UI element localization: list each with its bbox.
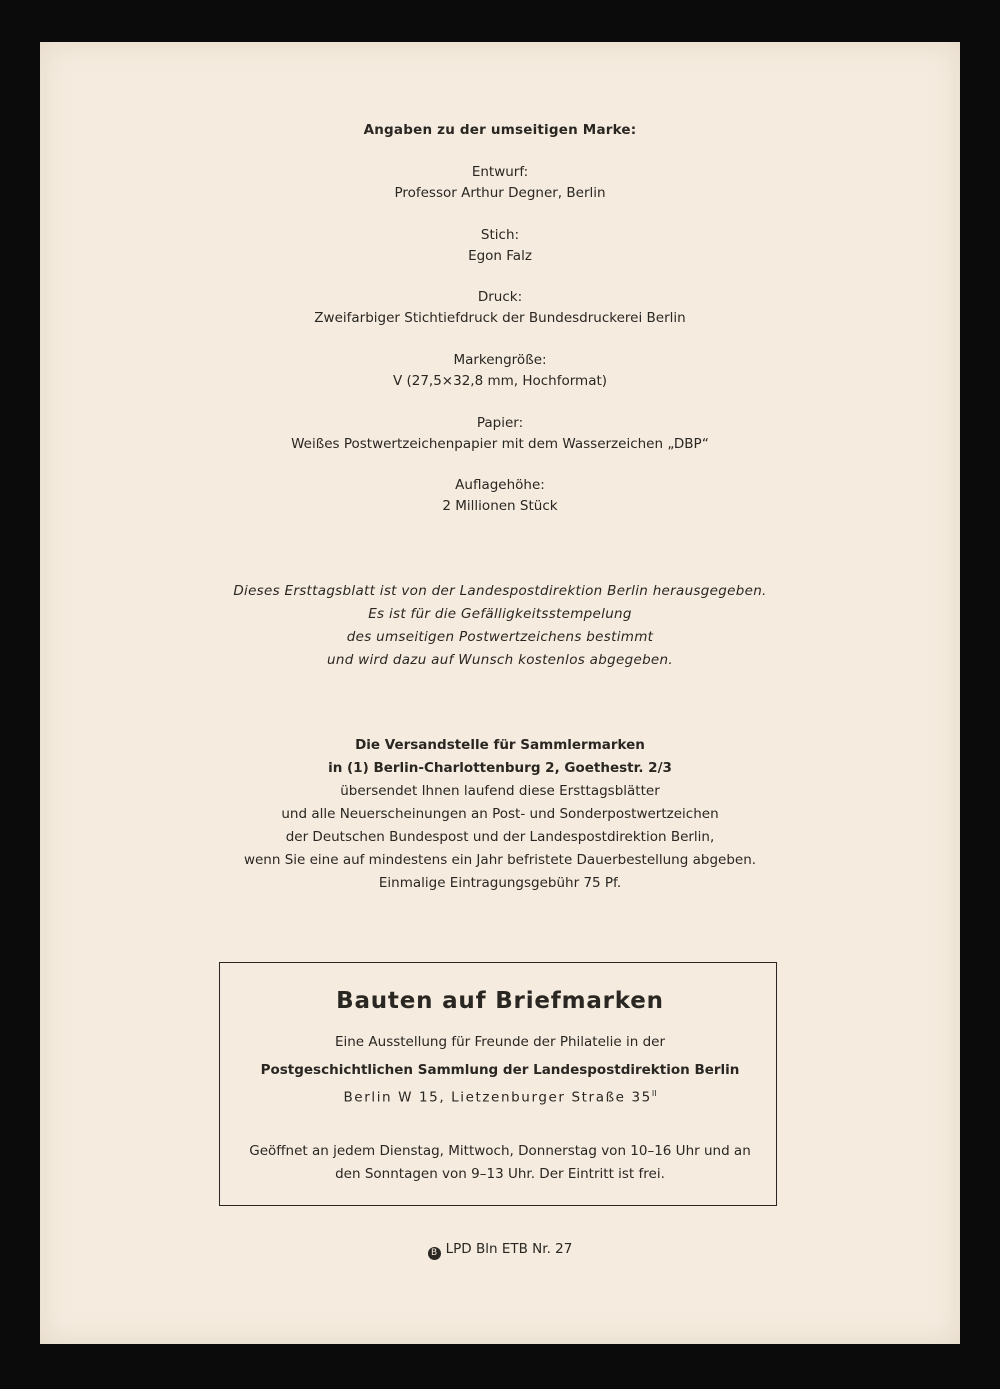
detail-value-entwurf: Professor Arthur Degner, Berlin [394, 185, 606, 201]
detail-label-markengroesse: Markengröße: [453, 352, 547, 368]
detail-label-stich: Stich: [480, 227, 520, 243]
detail-value-papier: Weißes Postwertzeichenpapier mit dem Wasserzeichen „DBP“ [291, 436, 709, 452]
exhibition-hours-line: Geöffnet an jedem Dienstag, Mittwoch, Donnerstag von 10–16 Uhr und an [249, 1143, 751, 1159]
detail-label-auflagehoehe: Auflagehöhe: [455, 477, 545, 493]
notice-line: des umseitigen Postwertzeichens bestimmt [346, 629, 654, 645]
versand-line: wenn Sie eine auf mindestens ein Jahr befristete Dauerbestellung abgeben. [243, 852, 757, 868]
versand-address: in (1) Berlin-Charlottenburg 2, Goethestr. 2/3 [328, 760, 672, 776]
detail-label-druck: Druck: [477, 289, 523, 305]
notice-line: Es ist für die Gefälligkeitsstempelung [368, 606, 632, 622]
detail-value-stich: Egon Falz [468, 248, 532, 264]
versand-line: übersendet Ihnen laufend diese Ersttagsblätter [340, 783, 660, 799]
exhibition-subtitle: Eine Ausstellung für Freunde der Philatelie in der [334, 1034, 666, 1050]
post-emblem-icon: B [428, 1247, 441, 1260]
detail-label-papier: Papier: [476, 415, 524, 431]
versand-fee: Einmalige Eintragungsgebühr 75 Pf. [378, 875, 622, 891]
notice-line: Dieses Ersttagsblatt ist von der Landespostdirektion Berlin herausgegeben. [233, 583, 767, 599]
exhibition-title: Bauten auf Briefmarken [336, 988, 664, 1014]
exhibition-institution: Postgeschichtlichen Sammlung der Landespostdirektion Berlin [260, 1062, 740, 1078]
detail-value-auflagehoehe: 2 Millionen Stück [442, 498, 558, 514]
header-title: Angaben zu der umseitigen Marke: [363, 122, 637, 138]
detail-label-entwurf: Entwurf: [471, 164, 529, 180]
exhibition-address: Berlin W 15, Lietzenburger Straße 35 [343, 1089, 652, 1106]
versand-heading: Die Versandstelle für Sammlermarken [355, 737, 645, 753]
versand-line: der Deutschen Bundespost und der Landespostdirektion Berlin, [285, 829, 715, 845]
footer-reference-text: LPD Bln ETB Nr. 27 [445, 1241, 573, 1257]
exhibition-address-line [0, 1089, 1000, 1106]
footer-reference [0, 1241, 1000, 1260]
exhibition-hours-line: den Sonntagen von 9–13 Uhr. Der Eintritt ist frei. [335, 1166, 665, 1182]
exhibition-address-floor: II [651, 1089, 657, 1098]
detail-value-markengroesse: V (27,5×32,8 mm, Hochformat) [392, 373, 608, 389]
detail-value-druck: Zweifarbiger Stichtiefdruck der Bundesdruckerei Berlin [314, 310, 686, 326]
versand-line: und alle Neuerscheinungen an Post- und Sonderpostwertzeichen [281, 806, 719, 822]
notice-line: und wird dazu auf Wunsch kostenlos abgegeben. [326, 652, 673, 668]
